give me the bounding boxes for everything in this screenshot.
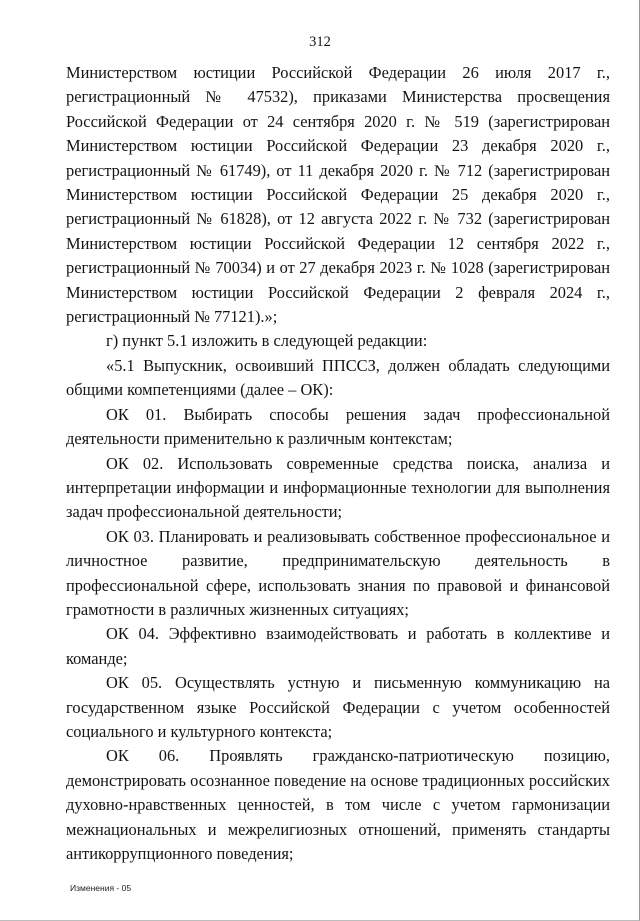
paragraph-ok-01: ОК 01. Выбирать способы решения задач профессиональной деятельности применительно к различным контекстам; — [66, 404, 610, 449]
paragraph-ok-03: ОК 03. Планировать и реализовывать собственное профессиональное и личностное развитие, предпринимательскую деятельность в профессиональной сфере, использовать знания по правовой и финансовой грамотности в различных жизненных ситуациях; — [66, 526, 610, 619]
paragraph-ok-02: ОК 02. Использовать современные средства поиска, анализа и интерпретации информации и информационные технологии для выполнения задач профессиональной деятельности; — [66, 453, 610, 522]
footer-revision-note: Изменения - 05 — [70, 883, 132, 893]
paragraph-ok-06: ОК 06. Проявлять гражданско-патриотическую позицию, демонстрировать осознанное поведение на основе традиционных российских духовно-нравственных ценностей, в том числе с учетом гармонизации межнациональных и межрелигиозных отношений, применять стандарты антикоррупционного поведения; — [66, 746, 610, 863]
paragraph-item-g: г) пункт 5.1 изложить в следующей редакции: — [106, 331, 428, 351]
page-number: 312 — [309, 34, 331, 50]
paragraph-5-1-intro: «5.1 Выпускник, освоивший ППССЗ, должен обладать следующими общими компетенциями (далее – ОК): — [66, 355, 610, 400]
paragraph-ok-05: ОК 05. Осуществлять устную и письменную коммуникацию на государственном языке Российской Федерации с учетом особенностей социального и культурного контекста; — [66, 673, 610, 741]
paragraph-ok-04: ОК 04. Эффективно взаимодействовать и работать в коллективе и команде; — [66, 624, 610, 668]
paragraph-registration-continuation: Министерством юстиции Российской Федерации 26 июля 2017 г., регистрационный № 47532), приказами Министерства просвещения Российской Федерации от 24 сентября 2020 г. № 519 (зарегистрирован Министерством юстиции Российской Федерации 23 декабря 2020 г., регистрационный № 61749), от 11 декабря 2020 г. № 712 (зарегистрирован Министерством юстиции Российской Федерации 25 декабря 2020 г., регистрационный № 61828), от 12 августа 2022 г. № 732 (зарегистрирован Министерством юстиции Российской Федерации 12 сентября 2022 г., регистрационный № 70034) и от 27 декабря 2023 г. № 1028 (зарегистрирован Министерством юстиции Российской Федерации 2 февраля 2024 г., регистрационный № 77121).»; — [66, 63, 610, 327]
document-body — [66, 61, 610, 866]
